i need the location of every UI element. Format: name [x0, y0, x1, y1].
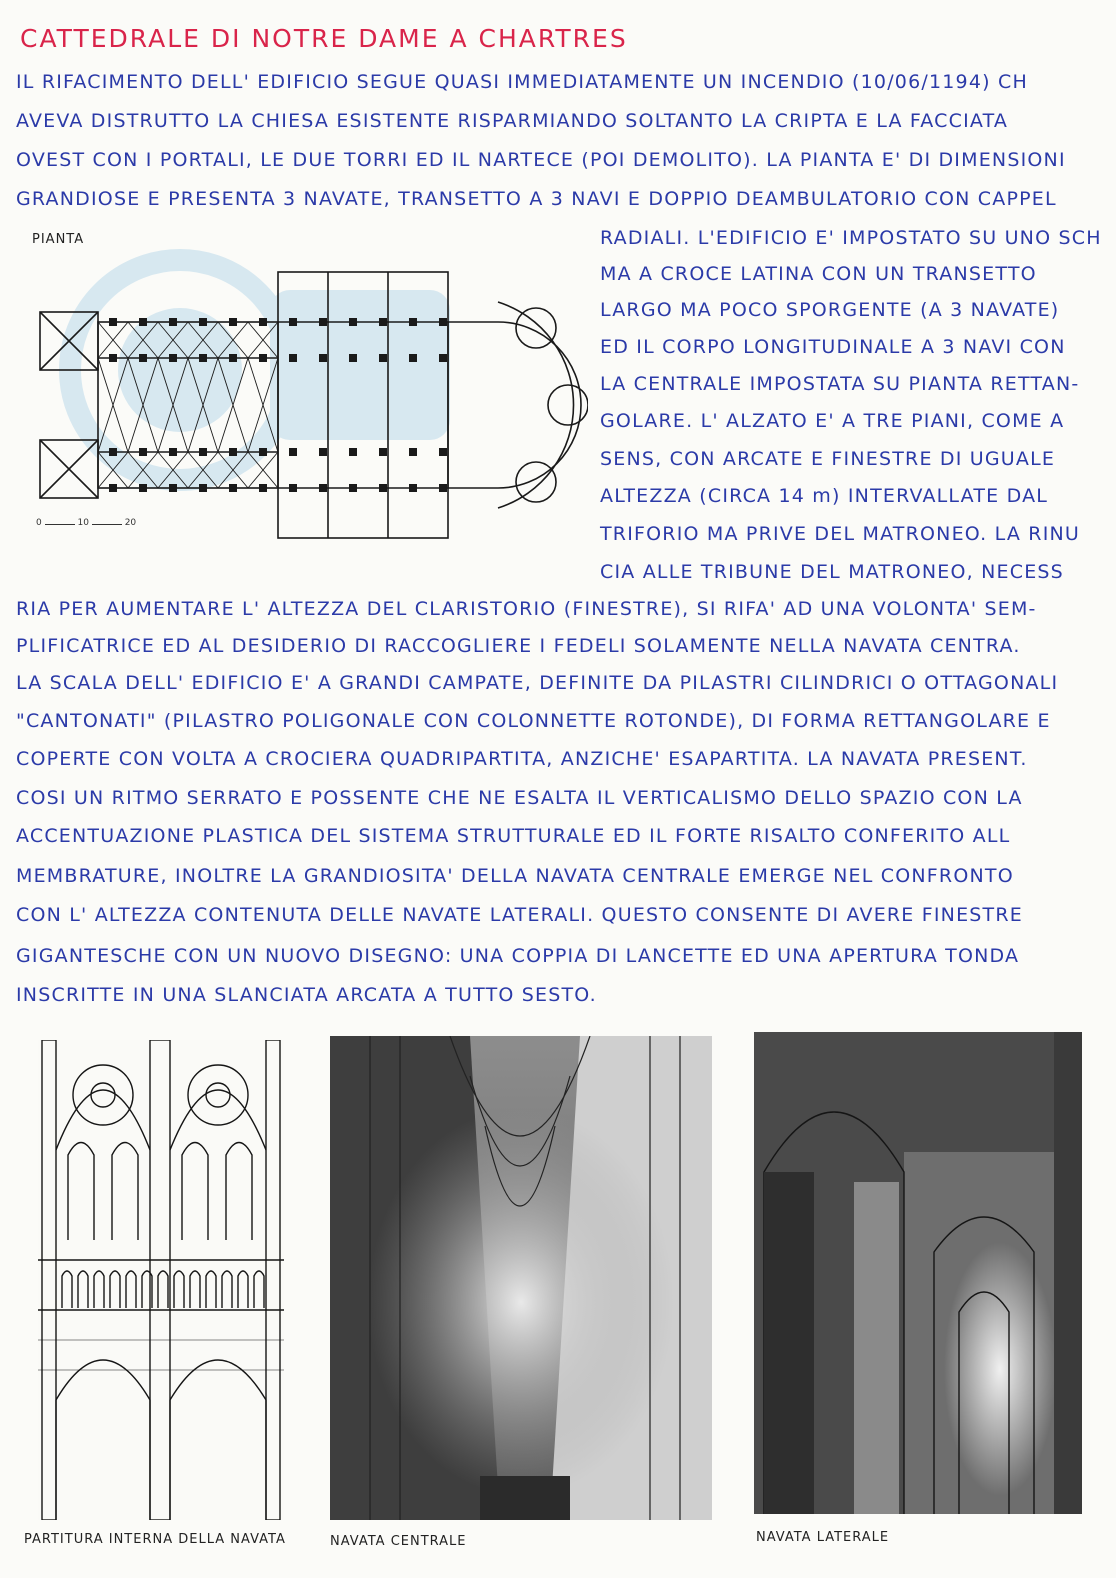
intro-line: OVEST CON I PORTALI, LE DUE TORRI ED IL NARTECE (POI DEMOLITO). LA PIANTA E' DI DIMENSIONI [16, 149, 1066, 171]
plan-pier [259, 318, 267, 326]
plan-pier [109, 484, 117, 492]
nave-elevation-drawing [38, 1040, 284, 1520]
plan-pier [259, 484, 267, 492]
body-line: RIA PER AUMENTARE L' ALTEZZA DEL CLARISTORIO (FINESTRE), SI RIFA' AD UNA VOLONTA' SEM- [16, 598, 1037, 620]
plan-pier [349, 318, 357, 326]
right-line: LA CENTRALE IMPOSTATA SU PIANTA RETTAN- [600, 373, 1080, 395]
plan-pier [379, 354, 387, 362]
plan-pier [319, 484, 327, 492]
body-line: COPERTE CON VOLTA A CROCIERA QUADRIPARTITA, ANZICHE' ESAPARTITA. LA NAVATA PRESENT. [16, 748, 1028, 770]
plan-pier [439, 448, 447, 456]
plan-pier [409, 484, 417, 492]
intro-line: AVEVA DISTRUTTO LA CHIESA ESISTENTE RISPARMIANDO SOLTANTO LA CRIPTA E LA FACCIATA [16, 110, 1009, 132]
plan-pier [199, 354, 207, 362]
right-line: CIA ALLE TRIBUNE DEL MATRONEO, NECESS [600, 561, 1064, 583]
scale-ten: 10 [77, 518, 89, 528]
plan-pier [199, 318, 207, 326]
body-line: GIGANTESCHE CON UN NUOVO DISEGNO: UNA COPPIA DI LANCETTE ED UNA APERTURA TONDA [16, 945, 1020, 967]
body-line: COSI UN RITMO SERRATO E POSSENTE CHE NE ESALTA IL VERTICALISMO DELLO SPAZIO CON LA [16, 787, 1023, 809]
side-aisle-photo [754, 1032, 1082, 1514]
right-line: SENS, CON ARCATE E FINESTRE DI UGUALE [600, 448, 1056, 470]
plan-pier [319, 318, 327, 326]
plan-pier [169, 318, 177, 326]
plan-pier [289, 448, 297, 456]
plan-pier [109, 354, 117, 362]
plan-pier [379, 484, 387, 492]
body-line: PLIFICATRICE ED AL DESIDERIO DI RACCOGLIERE I FEDELI SOLAMENTE NELLA NAVATA CENTRA. [16, 635, 1021, 657]
plan-pier [109, 448, 117, 456]
plan-pier [229, 484, 237, 492]
plan-label: PIANTA [32, 232, 85, 247]
plan-pier [139, 354, 147, 362]
plan-pier [319, 448, 327, 456]
plan-pier [229, 354, 237, 362]
plan-pier [439, 354, 447, 362]
right-line: LARGO MA POCO SPORGENTE (A 3 NAVATE) [600, 299, 1060, 321]
plan-pier [229, 448, 237, 456]
plan-pier [349, 484, 357, 492]
plan-pier [169, 354, 177, 362]
body-line: CON L' ALTEZZA CONTENUTA DELLE NAVATE LATERALI. QUESTO CONSENTE DI AVERE FINESTRE [16, 904, 1023, 926]
scale-zero: 0 [36, 518, 42, 528]
scale-twenty: 20 [124, 518, 137, 528]
body-line: MEMBRATURE, INOLTRE LA GRANDIOSITA' DELLA NAVATA CENTRALE EMERGE NEL CONFRONTO [16, 865, 1014, 887]
plan-pier [289, 484, 297, 492]
plan-pier [409, 318, 417, 326]
plan-pier [139, 448, 147, 456]
intro-line: GRANDIOSE E PRESENTA 3 NAVATE, TRANSETTO A 3 NAVI E DOPPIO DEAMBULATORIO CON CAPPEL [16, 188, 1057, 210]
plan-pier [319, 354, 327, 362]
plan-pier [199, 448, 207, 456]
plan-pier [259, 354, 267, 362]
plan-pier [289, 354, 297, 362]
central-nave-photo [330, 1036, 712, 1520]
page-title: CATTEDRALE DI NOTRE DAME A CHARTRES [20, 24, 628, 53]
right-line: TRIFORIO MA PRIVE DEL MATRONEO. LA RINU [600, 523, 1081, 545]
plan-pier [379, 318, 387, 326]
plan-pier [109, 318, 117, 326]
caption-central-nave: NAVATA CENTRALE [330, 1534, 467, 1549]
caption-elevation: PARTITURA INTERNA DELLA NAVATA [24, 1532, 286, 1547]
plan-pier [199, 484, 207, 492]
right-line: GOLARE. L' ALZATO E' A TRE PIANI, COME A [600, 410, 1065, 432]
body-line: ACCENTUAZIONE PLASTICA DEL SISTEMA STRUTTURALE ED IL FORTE RISALTO CONFERITO ALL [16, 825, 1011, 847]
body-line: LA SCALA DELL' EDIFICIO E' A GRANDI CAMPATE, DEFINITE DA PILASTRI CILINDRICI O OTTAGONALI [16, 672, 1059, 694]
plan-pier [169, 484, 177, 492]
plan-pier [439, 484, 447, 492]
body-line: INSCRITTE IN UNA SLANCIATA ARCATA A TUTTO SESTO. [16, 984, 597, 1006]
plan-pier [259, 448, 267, 456]
caption-side-aisle: NAVATA LATERALE [756, 1530, 890, 1545]
plan-pier [169, 448, 177, 456]
plan-pier [349, 354, 357, 362]
plan-pier [379, 448, 387, 456]
right-line: ALTEZZA (CIRCA 14 m) INTERVALLATE DAL [600, 485, 1049, 507]
plan-pier [139, 484, 147, 492]
right-line: ED IL CORPO LONGITUDINALE A 3 NAVI CON [600, 336, 1066, 358]
body-line: "CANTONATI" (PILASTRO POLIGONALE CON COLONNETTE ROTONDE), DI FORMA RETTANGOLARE E [16, 710, 1051, 732]
plan-pier [139, 318, 147, 326]
right-line: MA A CROCE LATINA CON UN TRANSETTO [600, 263, 1037, 285]
plan-pier [409, 448, 417, 456]
plan-pier [409, 354, 417, 362]
intro-line: IL RIFACIMENTO DELL' EDIFICIO SEGUE QUASI IMMEDIATAMENTE UN INCENDIO (10/06/1194) CH [16, 71, 1028, 93]
plan-pier [439, 318, 447, 326]
plan-scale [36, 518, 136, 528]
plan-pier [349, 448, 357, 456]
right-line: RADIALI. L'EDIFICIO E' IMPOSTATO SU UNO SCH [600, 227, 1102, 249]
plan-pier [229, 318, 237, 326]
plan-pier [289, 318, 297, 326]
